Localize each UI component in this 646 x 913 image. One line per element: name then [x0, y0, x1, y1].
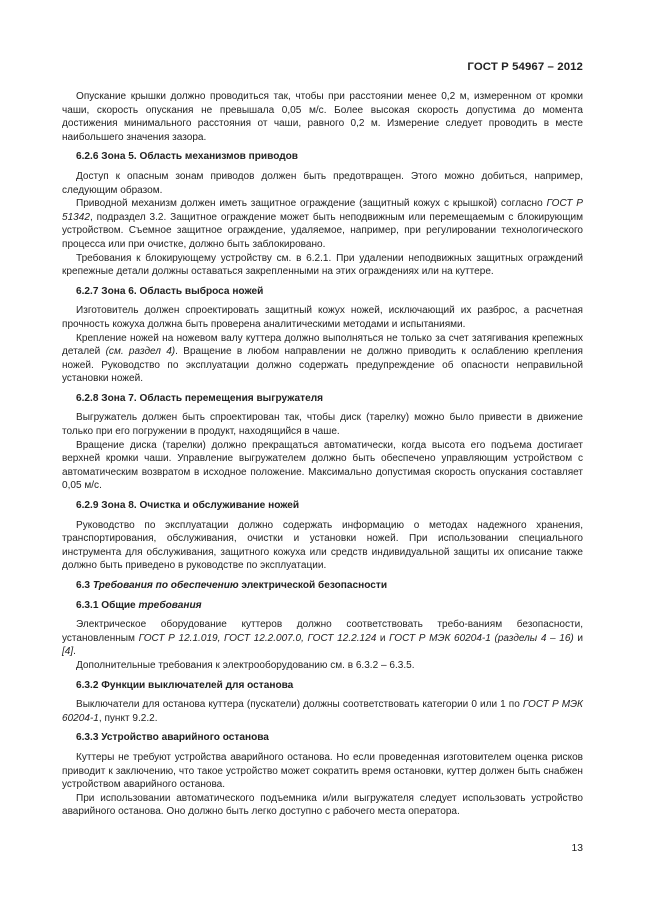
heading-6-3-1 — [62, 599, 583, 613]
bibliography-reference: [4] — [62, 646, 74, 658]
text: 6.3 — [76, 580, 93, 591]
standard-reference: ГОСТ Р 51342 — [62, 198, 584, 223]
text: Электрическое оборудование куттеров должно соответствовать требо-ваниям безопасности, установленным — [62, 619, 583, 644]
standard-reference: ГОСТ Р 12.1.019, ГОСТ 12.2.007.0, ГОСТ 12.2.124 — [138, 632, 377, 644]
section-reference: (см. раздел 4) — [105, 346, 176, 358]
paragraph-6-2-7-2 — [62, 332, 583, 386]
paragraph-6-2-6-1: Доступ к опасным зонам приводов должен быть предотвращен. Этого можно добиться, например, следующим образом. — [62, 170, 583, 196]
paragraph-6-3-2-1 — [62, 698, 583, 725]
text: . Вращение в любом направлении не должно приводить к ослаблению крепления ножей. Руководство по эксплуатации должно содержать предупреждение об опасности неправильной установки ножей. — [62, 346, 583, 385]
standard-reference: ГОСТ Р МЭК 60204-1 (разделы 4 – 16) — [389, 632, 574, 644]
text: 6.3.1 Общие — [76, 599, 139, 611]
paragraph-6-2-6-2 — [62, 197, 583, 251]
paragraph-6-3-1-2: Дополнительные требования к электрооборудованию см. в 6.3.2 – 6.3.5. — [76, 659, 415, 671]
text: электрической безопасности — [238, 580, 388, 591]
document-header: ГОСТ Р 54967 – 2012 — [467, 61, 583, 73]
text: Требования по обеспечению — [92, 580, 239, 591]
paragraph-6-2-8-2: Вращение диска (тарелки) должно прекращаться автоматически, когда высота его подъема достигает верхней кромки чаши. Управление выгружателем должно быть обеспечено управляющим устройством с автоматическим возвратом в исходное положение. Максимально допустимая скорость опускания составляет 0,05 м/с. — [62, 439, 583, 492]
page-number: 13 — [571, 843, 583, 854]
paragraph-6-3-3-2: При использовании автоматического подъемника и/или выгружателя следует использовать устройство аварийного останова. Оно должно быть легко доступно с рабочего места оператора. — [62, 792, 583, 818]
paragraph-6-3-3-1: Куттеры не требуют устройства аварийного останова. Но если проведенная изготовителем оценка рисков приводит к заключению, что такое устройство может сократить время остановки, куттер должен быть снабжен устройством аварийного останова. — [62, 751, 583, 791]
text: Крепление ножей на ножевом валу куттера должно выполняться не только за счет затягивания крепежных деталей — [62, 332, 583, 358]
heading-6-3-2: 6.3.2 Функции выключателей для останова — [76, 679, 294, 691]
page-body — [62, 90, 583, 819]
heading-6-2-9: 6.2.9 Зона 8. Очистка и обслуживание ножей — [76, 500, 300, 512]
text: , подраздел 3.2. Защитное ограждение может быть неподвижным или перемещаемым с блокирующим устройством. Съемное защитное ограждение, удаляемое, например, при регулировании технологического процесса или при очистке, должно быть заблокировано. — [62, 211, 583, 250]
text: Приводной механизм должен иметь защитное ограждение (защитный кожух с крышкой) согласно — [76, 198, 543, 210]
paragraph-6-2-8-1: Выгружатель должен быть спроектирован так, чтобы диск (тарелку) можно было привести в движение только при его погружении в продукт, находящийся в чаше. — [62, 412, 583, 438]
paragraph-6-2-9-1: Руководство по эксплуатации должно содержать информацию о методах надежного хранения, транспортирования, обслуживания, очистки и установки ножей. При использовании специального инструмента для обслуживания, защитного кожуха или средств индивидуальной защиты их описание также должно быть приведено в руководстве по эксплуатации. — [62, 519, 583, 572]
text: , пункт 9.2.2. — [98, 712, 158, 724]
heading-6-3-3: 6.3.3 Устройство аварийного останова — [76, 732, 269, 744]
heading-6-3 — [62, 579, 583, 593]
text: и — [376, 632, 390, 644]
standard-reference: ГОСТ Р МЭК 60204-1 — [62, 699, 583, 724]
heading-6-2-8: 6.2.8 Зона 7. Область перемещения выгружателя — [76, 392, 324, 404]
paragraph-6-2-7-1: Изготовитель должен спроектировать защитный кожух ножей, исключающий их разброс, а расчетная прочность кожуха должна быть проверена аналитическими методами и испытаниями. — [62, 305, 583, 330]
paragraph-6-3-1-1 — [62, 618, 583, 659]
text: и — [573, 632, 583, 644]
heading-6-2-6: 6.2.6 Зона 5. Область механизмов приводов — [76, 151, 299, 163]
paragraph-6-2-6-3: Требования к блокирующему устройству см. в 6.2.1. При удалении неподвижных защитных ограждений крепежные детали должны оставаться закрепленными на этих ограждениях или на куттере. — [62, 252, 583, 278]
text: . — [73, 646, 76, 658]
text: требования — [138, 599, 202, 611]
text: Выключатели для останова куттера (пускатели) должны соответствовать категории 0 или 1 по — [76, 699, 520, 711]
paragraph-intro: Опускание крышки должно проводиться так, чтобы при расстоянии менее 0,2 м, измеренном от кромки чаши, скорость опускания не превышала 0,05 м/с. Более высокая скорость допустима до момента достижения минимального расстояния от чаши, равного 0,2 м. Измерение следует проводить в месте наибольшего значения зазора. — [62, 91, 583, 143]
heading-6-2-7: 6.2.7 Зона 6. Область выброса ножей — [76, 285, 264, 297]
